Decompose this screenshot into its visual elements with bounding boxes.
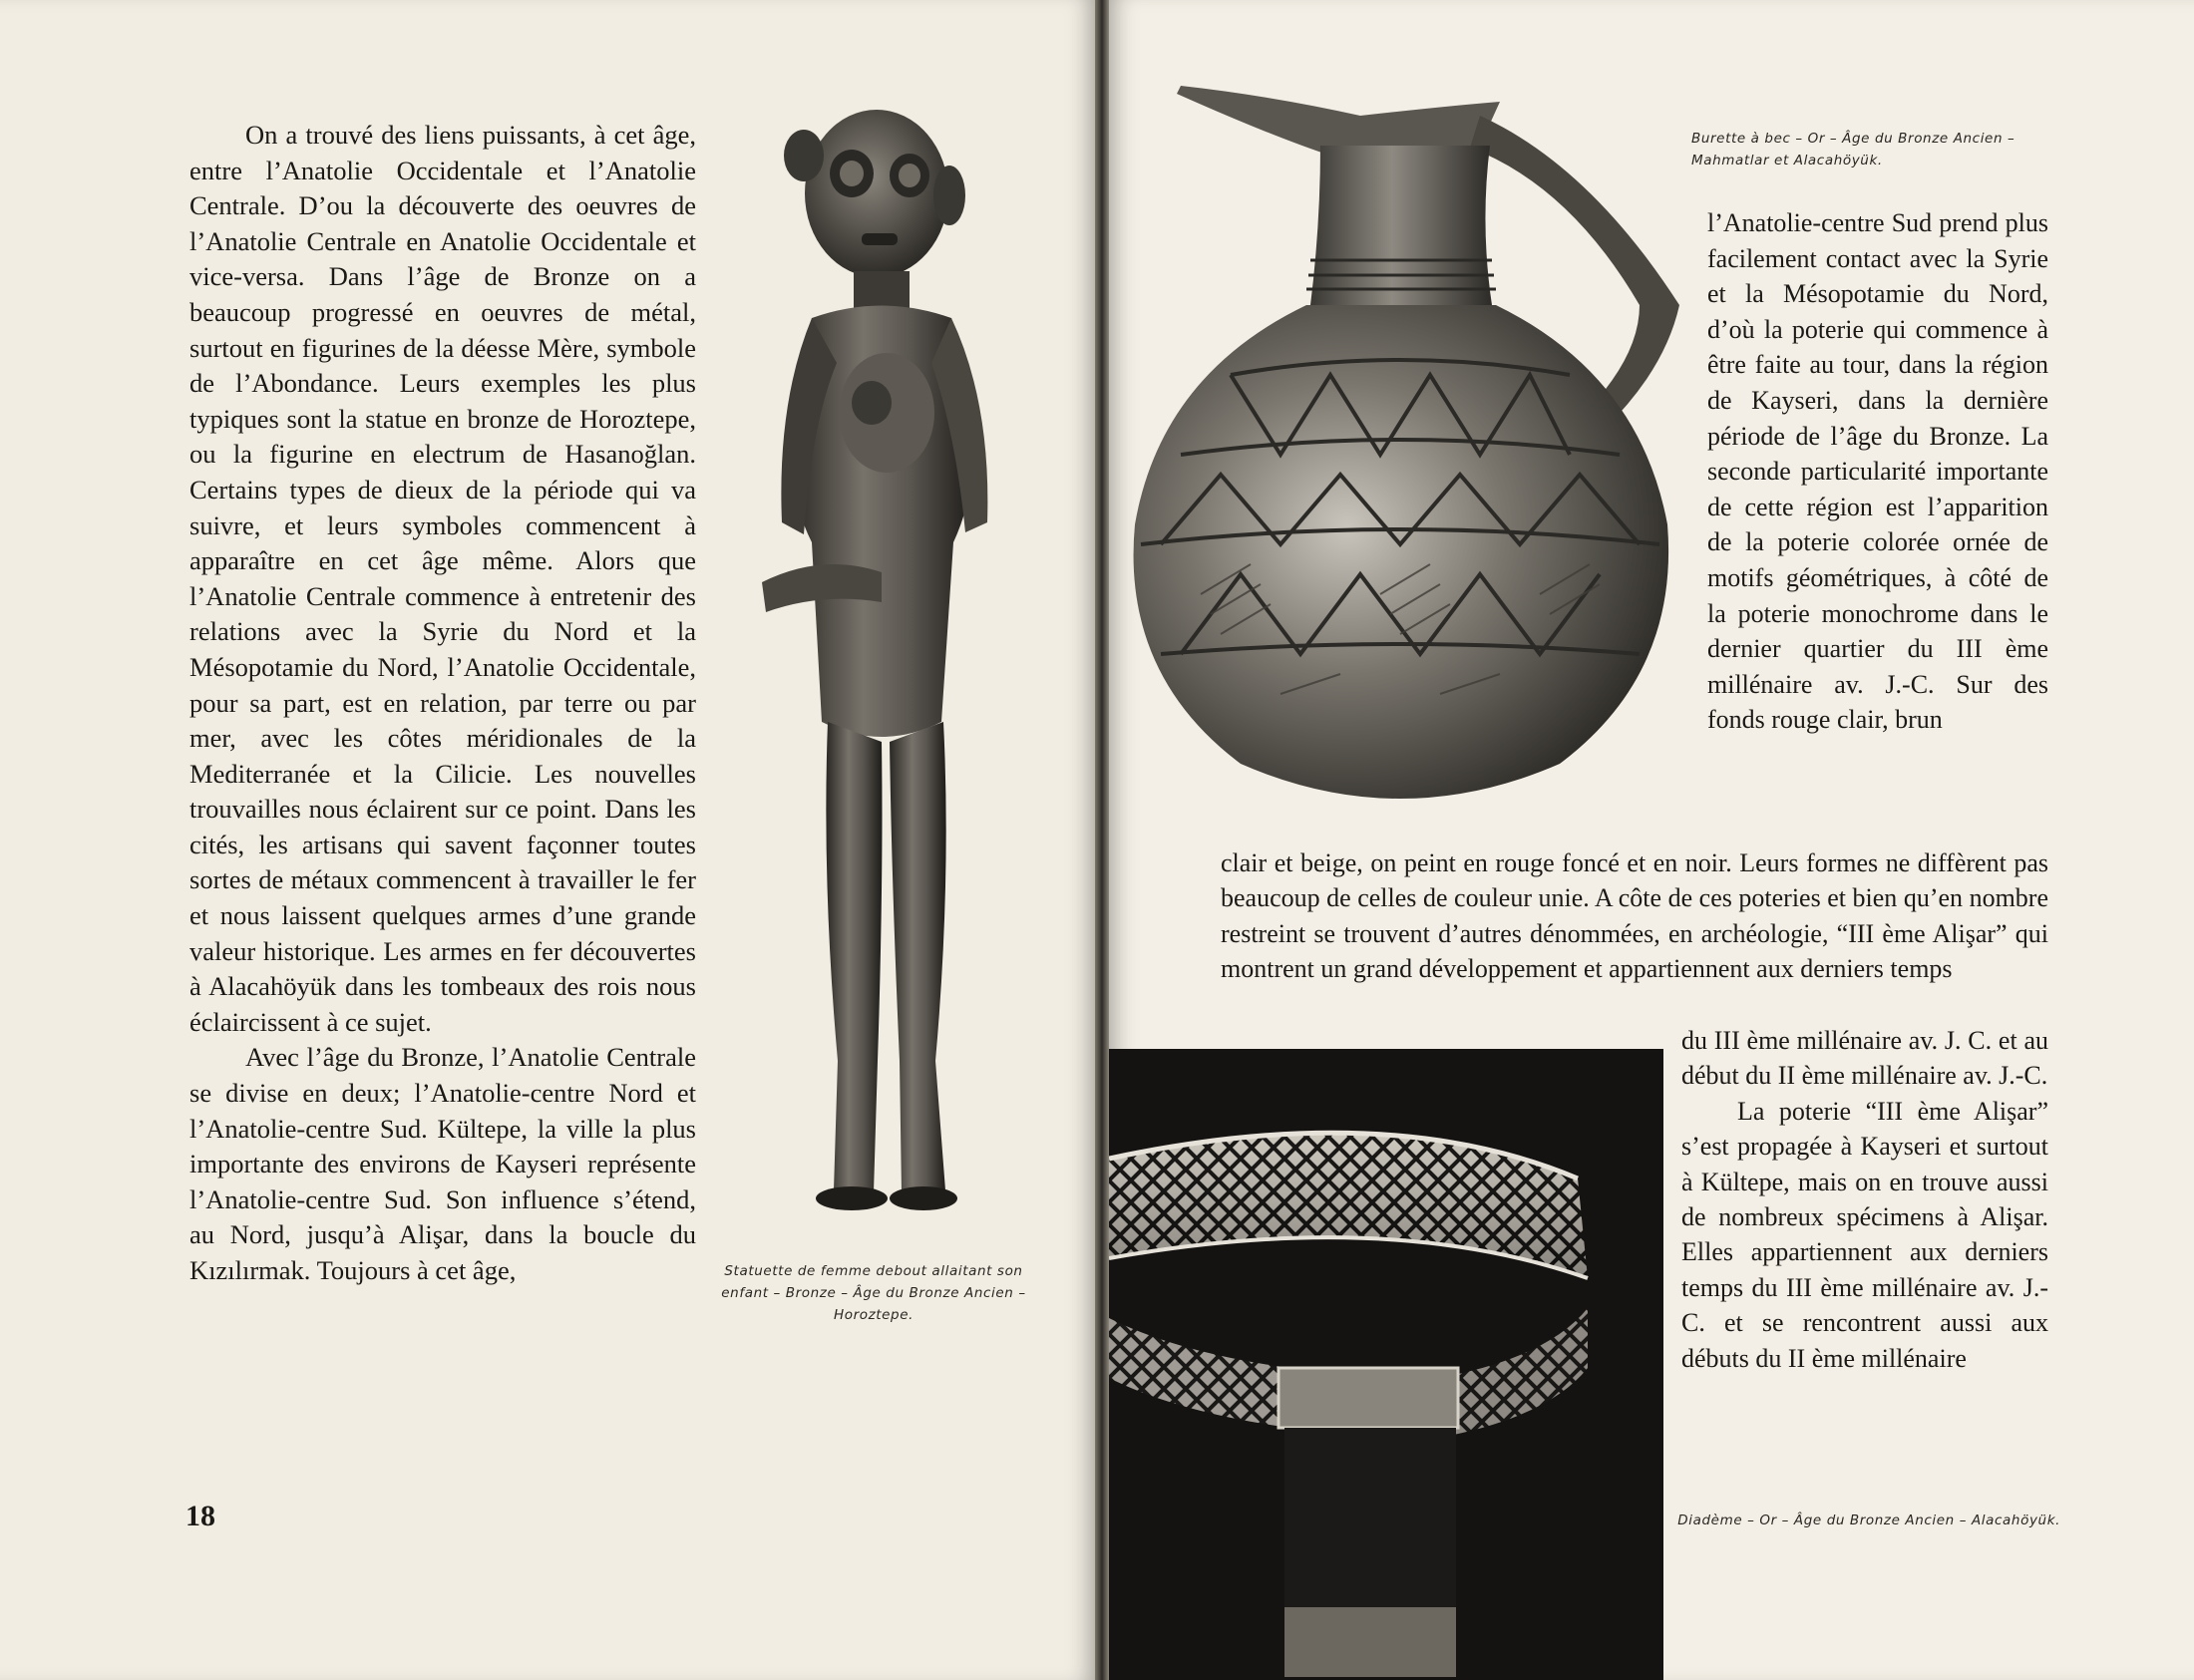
left-page [0, 0, 1095, 1680]
jug-caption: Burette à bec – Or – Âge du Bronze Ancien – Mahmatlar et Alacahöyük. [1691, 131, 2015, 168]
page-number: 18 [185, 1500, 215, 1532]
right-lower-paragraph-2: La poterie “III ème Alişar” s’est propagée à Kayseri et surtout à Kültepe, mais on en trouve aussi de nombreux spécimens à Alişar. Elles appartiennent aux derniers temps du III ème millénaire av. J.-C. et se rencontrent aussi aux débuts du II ème millénaire [1681, 1096, 2048, 1373]
gold-spouted-jug-photo [1121, 76, 1679, 814]
left-paragraph-1: On a trouvé des liens puissants, à cet âge, entre l’Anatolie Occidentale et l’Anatolie Centrale. D’ou la découverte des oeuvres de l’Anatolie Centrale en Anatolie Occidentale et vice-versa. Dans l’âge de Bronze on a beaucoup progressé en oeuvres de métal, surtout en figurines de la déesse Mère, symbole de l’Abondance. Leurs exemples les plus typiques sont la statue en bronze de Horoztepe, ou la figurine en electrum de Hasanoğlan. Certains types de dieux de la période qui va suivre, et leurs symboles commencent à apparaître en cet âge même. Alors que l’Anatolie Centrale commence à entretenir des relations avec la Syrie du Nord et la Mésopotamie du Nord, l’Anatolie Occidentale, pour sa part, est en relation, par terre ou par mer, avec les côtes méridionales de la Mediterranée et la Cilicie. Les nouvelles trouvailles nous éclairent sur ce point. Dans les cités, les artisans qui savent façonner toutes sortes de métaux commencent à travailler le fer et nous laissent quelques armes d’une grande valeur historique. Les armes en fer découvertes à Alacahöyük dans les tombeaux des rois nous éclaircissent à ce sujet. [189, 120, 696, 1037]
right-fullwidth-paragraph: clair et beige, on peint en rouge foncé et en noir. Leurs formes ne diffèrent pas beaucoup de celles de couleur unie. A côte de ces poteries et bien qu’en nombre restreint se trouvent d’autres dénommées, en archéologie, “III ème Alişar” qui montrent un grand développement et appartiennent aux derniers temps [1221, 848, 2048, 984]
statuette-caption: Statuette de femme debout allaitant son enfant – Bronze – Âge du Bronze Ancien – Horoztepe. [721, 1263, 1026, 1323]
diadem-caption: Diadème – Or – Âge du Bronze Ancien – Alacahöyük. [1677, 1512, 2060, 1528]
right-column-text [1707, 205, 2048, 738]
left-body-text [189, 118, 696, 1289]
left-paragraph-2: Avec l’âge du Bronze, l’Anatolie Centrale se divise en deux; l’Anatolie-centre Nord et l’Anatolie-centre Sud. Kültepe, la ville la plus importante des environs de Kayseri représente l’Anatolie-centre Sud. Son influence s’étend, au Nord, jusqu’à Alişar, dans la boucle du Kızılırmak. Toujours à cet âge, [189, 1042, 696, 1285]
gold-diadem-photo [1109, 1049, 1663, 1680]
right-lower-text [1681, 1023, 2048, 1376]
right-fullwidth-text [1221, 845, 2048, 987]
bronze-statuette-photo [742, 104, 1061, 1220]
right-column-paragraph: l’Anatolie-centre Sud prend plus facilement contact avec la Syrie et la Mésopotamie du Nord, d’où la poterie qui commence à être faite au tour, dans la région de Kayseri, dans la dernière période de l’âge du Bronze. La seconde particularité importante de cette région est l’apparition de la poterie colorée ornée de motifs géométriques, à côté de la poterie monochrome dans le dernier quartier du III ème millénaire av. J.-C. Sur des fonds rouge clair, brun [1707, 208, 2048, 735]
book-gutter [1095, 0, 1109, 1680]
right-lower-paragraph-1: du III ème millénaire av. J. C. et au début du II ème millénaire av. J.-C. [1681, 1026, 2048, 1091]
